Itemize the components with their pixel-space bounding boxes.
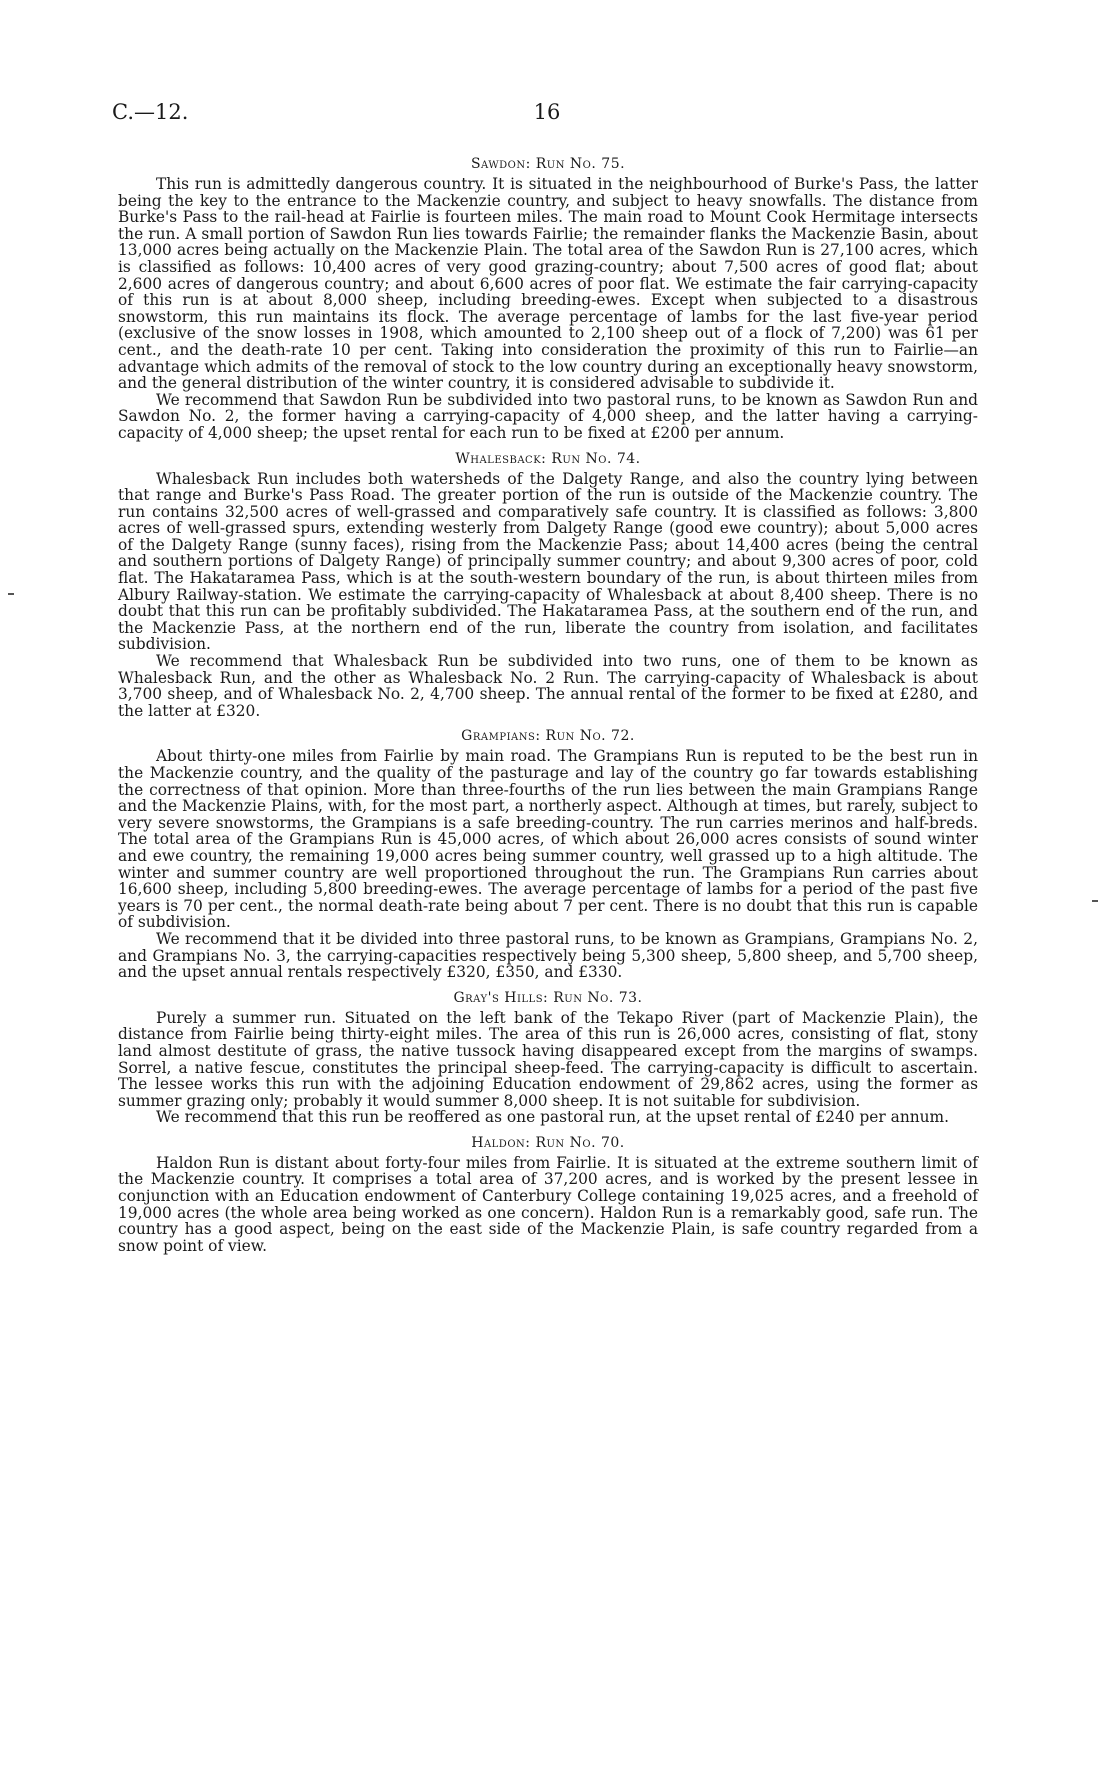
section-heading: Grampians: Run No. 72.	[461, 728, 635, 745]
section-grampians	[118, 728, 978, 980]
section-title: Gray's Hills	[453, 989, 544, 1006]
document-body	[118, 148, 978, 1263]
section-heading: Sawdon: Run No. 75.	[470, 156, 626, 172]
section-title: Haldon	[471, 1134, 526, 1151]
section-run-number: Run No. 74.	[551, 450, 641, 467]
section-whalesback	[118, 451, 978, 720]
section-grays-hills	[118, 990, 978, 1126]
section-run-number: Run No. 75.	[535, 156, 626, 172]
section-title: Whalesback	[455, 450, 542, 467]
paragraph: Purely a summer run. Situated on the left bank of the Tekapo River (part of Mackenzie Plain), the distance from Fairlie being thirty-eight miles. The area of this run is 26,000 acres, consisting of flat, stony land almost destitute of grass, the native tussock having disappeared except from the margins of swamps. Sorrel, a native fescue, constitutes the principal sheep-feed. The carrying-capacity is difficult to ascertain. The lessee works this run with the adjoining Education endowment of 29,862 acres, using the former as summer grazing only; probably it would summer 8,000 sheep. It is not suitable for subdivision.	[118, 1008, 978, 1110]
section-title: Sawdon	[470, 156, 526, 172]
scan-margin-mark	[1092, 900, 1098, 902]
page-header	[112, 100, 982, 130]
section-heading: Whalesback: Run No. 74.	[455, 450, 641, 467]
section-heading: Gray's Hills: Run No. 73.	[453, 989, 643, 1006]
paragraph: About thirty-one miles from Fairlie by main road. The Grampians Run is reputed to be the best run in the Mackenzie country, and the quality of the pasturage and lay of the country go far towards establishing the correctness of that opinion. More than three-fourths of the run lies between the main Grampians Range and the Mackenzie Plains, with, for the most part, a northerly aspect. Although at times, but rarely, subject to very severe snowstorms, the Grampians is a safe breeding-country. The run carries merinos and half-breds. The total area of the Grampians Run is 45,000 acres, of which about 26,000 acres consists of sound winter and ewe country, the remaining 19,000 acres being summer country, well grassed up to a high altitude. The winter and summer country are well proportioned throughout the run. The Grampians Run carries about 16,600 sheep, including 5,800 breeding-ewes. The average percentage of lambs for a period of the past five years is 70 per cent., the normal death-rate being about 7 per cent. There is no doubt that this run is capable of subdivision.	[118, 747, 978, 932]
section-haldon	[118, 1135, 978, 1255]
scan-margin-mark	[8, 593, 14, 595]
paragraph: Haldon Run is distant about forty-four miles from Fairlie. It is situated at the extreme southern limit of the Mackenzie country. It comprises a total area of 37,200 acres, and is worked by the present lessee in conjunction with an Education endowment of Canterbury College containing 19,025 acres, and a freehold of 19,000 acres (the whole area being worked as one concern). Haldon Run is a remarkably good, safe run. The country has a good aspect, being on the east side of the Mackenzie Plain, is safe country regarded from a snow point of view.	[118, 1153, 978, 1255]
paragraph: We recommend that it be divided into three pastoral runs, to be known as Grampians, Grampians No. 2, and Grampians No. 3, the carrying-capacities respectively being 5,300 sheep, 5,800 sheep, and 5,700 sheep, and the upset annual rentals respectively £320, £350, and £330.	[118, 929, 978, 982]
paragraph: Whalesback Run includes both watersheds of the Dalgety Range, and also the country lying between that range and Burke's Pass Road. The greater portion of the run is outside of the Mackenzie country. The run contains 32,500 acres of well-grassed and comparatively safe country. It is classified as follows: 3,800 acres of well-grassed spurs, extending westerly from Dalgety Range (good ewe country); about 5,000 acres of the Dalgety Range (sunny faces), rising from the Mackenzie Pass; about 14,400 acres (being the central and southern portions of Dalgety Range) of principally summer country; and about 9,300 acres of poor, cold flat. The Hakataramea Pass, which is at the south-western boundary of the run, is about thirteen miles from Albury Railway-station. We estimate the carrying-capacity of Whalesback at about 8,400 sheep. There is no doubt that this run can be profitably subdivided. The Hakataramea Pass, at the southern end of the run, and the Mackenzie Pass, at the northern end of the run, liberate the country from isolation, and facilitates subdivision.	[118, 469, 978, 654]
paragraph: We recommend that Whalesback Run be subdivided into two runs, one of them to be known as Whalesback Run, and the other as Whalesback No. 2 Run. The carrying-capacity of Whalesback is about 3,700 sheep, and of Whalesback No. 2, 4,700 sheep. The annual rental of the former to be fixed at £280, and the latter at £320.	[118, 652, 978, 720]
page-number: 16	[533, 100, 561, 124]
section-title: Grampians	[461, 728, 536, 745]
section-sawdon	[118, 156, 978, 442]
section-run-number: Run No. 72.	[545, 728, 635, 745]
section-run-number: Run No. 73.	[553, 989, 643, 1006]
section-heading: Haldon: Run No. 70.	[471, 1134, 625, 1151]
document-reference: C.—12.	[112, 100, 189, 124]
paragraph: This run is admittedly dangerous country. It is situated in the neighbourhood of Burke's Pass, the latter being the key to the entrance to the Mackenzie country, and subject to heavy snowfalls. The distance from Burke's Pass to the rail-head at Fairlie is fourteen miles. The main road to Mount Cook Hermitage intersects the run. A small portion of Sawdon Run lies towards Fairlie; the remainder flanks the Mackenzie Basin, about 13,000 acres being actually on the Mackenzie Plain. The total area of the Sawdon Run is 27,100 acres, which is classified as follows: 10,400 acres of very good grazing-country; about 7,500 acres of good flat; about 2,600 acres of dangerous country; and about 6,600 acres of poor flat. We estimate the fair carrying-capacity of this run is at about 8,000 sheep, including breeding-ewes. Except when subjected to a disastrous snowstorm, this run maintains its flock. The average percentage of lambs for the last five-year period (exclusive of the snow losses in 1908, which amounted to 2,100 sheep out of a flock of 7,200) was 61 per cent., and the death-rate 10 per cent. Taking into consideration the proximity of this run to Fairlie—an advantage which admits of the removal of stock to the low country during an exceptionally heavy snowstorm, and the general distribution of the winter country, it is considered advisable to subdivide it.	[118, 175, 978, 393]
section-run-number: Run No. 70.	[535, 1134, 625, 1151]
paragraph: We recommend that this run be reoffered as one pastoral run, at the upset rental of £240 per annum.	[156, 1108, 950, 1127]
paragraph: We recommend that Sawdon Run be subdivided into two pastoral runs, to be known as Sawdon Run and Sawdon No. 2, the former having a carrying-capacity of 4,000 sheep, and the latter having a carrying-capacity of 4,000 sheep; the upset rental for each run to be fixed at £200 per annum.	[118, 390, 978, 442]
